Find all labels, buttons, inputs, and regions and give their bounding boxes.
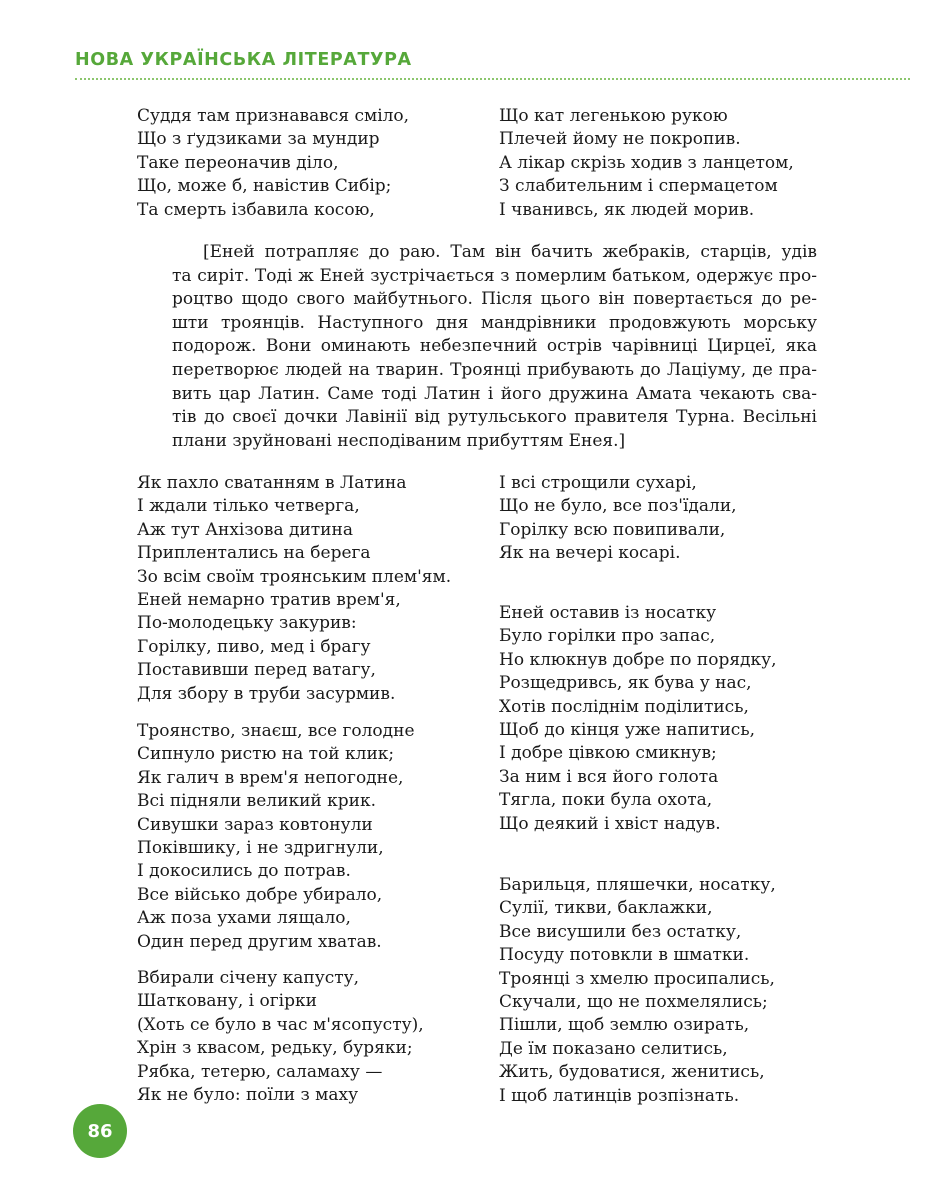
verse-line: Рябка, тетерю, саламаху — [137, 1061, 383, 1082]
verse-line: Все висушили без остатку, [499, 921, 742, 942]
plot-summary [172, 241, 817, 453]
verse-line: Як пахло сватанням в Латина [137, 473, 407, 493]
verse-line: Еней немарно тратив врем'я, [137, 589, 401, 610]
verse-line: Тягла, поки була охота, [499, 790, 713, 811]
verse-line: Троянці з хмелю просипались, [499, 968, 775, 989]
verse-line: Зо всім своїм троянським плем'ям. [137, 566, 452, 587]
verse-line: Шатковану, і огірки [137, 991, 317, 1012]
page-number-badge [73, 1104, 127, 1158]
verse-line: Аж тут Анхізова дитина [137, 519, 353, 540]
summary-line: шти троянців. Наступного дня мандрівники продовжують морську [172, 312, 817, 333]
verse-line: Було горілки про запас, [499, 626, 716, 647]
summary-line: тів до своєї дочки Лавінії від рутульського правителя Турна. Весільні [172, 407, 817, 428]
page-number: 86 [87, 1120, 113, 1142]
verse-line: Суддя там признавався сміло, [137, 106, 410, 126]
verse-line: Та смерть ізбавила косою, [137, 199, 375, 220]
verse-line: Плечей йому не покропив. [499, 129, 741, 150]
verse-line: Горілку всю повипивали, [499, 519, 726, 540]
header-divider [75, 78, 910, 80]
verse-line: Що, може б, навістив Сибір; [137, 176, 392, 197]
right-stanza-2 [499, 602, 777, 836]
verse-line: Всі підняли великий крик. [137, 791, 376, 812]
verse-line: Поківшику, і не здригнули, [137, 837, 384, 858]
verse-line: Все військо добре убирало, [137, 884, 383, 905]
verse-line: І всі строщили сухарі, [499, 473, 697, 493]
verse-line: З слабительним і спермацетом [499, 176, 778, 197]
verse-line: Що не було, все поз'їдали, [499, 496, 737, 517]
verse-line: Аж поза ухами лящало, [137, 908, 351, 929]
verse-line: Для збору в труби засурмив. [137, 683, 396, 704]
verse-line: Один перед другим хватав. [137, 931, 382, 952]
verse-line: Сулії, тикви, баклажки, [499, 898, 713, 919]
summary-line: [Еней потрапляє до раю. Там він бачить жебраків, старців, удів [203, 242, 817, 262]
summary-line: перетворює людей на тварин. Троянці прибувають до Лаціуму, де пра- [172, 359, 817, 380]
verse-line: Барильця, пляшечки, носатку, [499, 875, 776, 895]
verse-line: Еней оставив із носатку [499, 603, 717, 623]
verse-line: Щоб до кінця уже напитись, [499, 719, 755, 740]
left-stanza-1 [137, 472, 451, 706]
verse-line: Но клюкнув добре по порядку, [499, 649, 777, 670]
verse-line: По-молодецьку закурив: [137, 613, 357, 634]
verse-line: Вбирали січену капусту, [137, 968, 360, 988]
verse-line: Сипнуло ристю на той клик; [137, 744, 395, 765]
section-title: НОВА УКРАЇНСЬКА ЛІТЕРАТУРА [75, 50, 412, 70]
verse-line: За ним і вся його голота [499, 766, 719, 787]
verse-line: Троянство, знаєш, все голодне [137, 721, 415, 741]
summary-line: роцтво щодо свого майбутнього. Після цього він повертається до ре- [172, 289, 817, 310]
top-left-stanza [137, 105, 409, 222]
left-stanza-2 [137, 720, 415, 954]
verse-line: І щоб латинців розпізнать. [499, 1085, 740, 1106]
verse-line: Що з ґудзиками за мундир [137, 129, 380, 150]
verse-line: Як не було: поїли з маху [137, 1084, 359, 1105]
verse-line: Приплентались на берега [137, 543, 371, 564]
verse-line: Поставивши перед ватагу, [137, 660, 376, 681]
verse-line: А лікар скрізь ходив з ланцетом, [499, 152, 794, 173]
verse-line: І чванивсь, як людей морив. [499, 199, 755, 220]
verse-line: Горілку, пиво, мед і брагу [137, 636, 371, 657]
verse-line: Пішли, щоб землю озирать, [499, 1015, 750, 1036]
verse-line: Хрін з квасом, редьку, буряки; [137, 1038, 413, 1059]
verse-line: Сивушки зараз ковтонули [137, 814, 373, 835]
verse-line: Як на вечері косарі. [499, 543, 681, 564]
right-stanza-3 [499, 874, 776, 1108]
summary-line: та сиріт. Тоді ж Еней зустрічається з померлим батьком, одержує про- [172, 265, 817, 286]
verse-line: Жить, будоватися, женитись, [499, 1062, 765, 1083]
verse-line: Хотів посліднім поділитись, [499, 696, 749, 717]
verse-line: І добре цівкою смикнув; [499, 743, 717, 764]
summary-line: плани зруйновані несподіваним прибуттям Енея.] [172, 430, 626, 451]
verse-line: Що деякий і хвіст надув. [499, 813, 721, 834]
verse-line: Таке переоначив діло, [137, 152, 339, 173]
summary-line: подорож. Вони оминають небезпечний острів чарівниці Цирцеї, яка [172, 336, 817, 357]
top-right-stanza [499, 105, 794, 222]
verse-line: І ждали тілько четверга, [137, 496, 360, 517]
verse-line: Де їм показано селитись, [499, 1038, 728, 1059]
verse-line: Посуду потовкли в шматки. [499, 945, 750, 966]
verse-line: (Хоть се було в час м'ясопусту), [137, 1014, 424, 1035]
right-stanza-1 [499, 472, 737, 566]
verse-line: І докосились до потрав. [137, 861, 351, 882]
verse-line: Скучали, що не похмелялись; [499, 991, 768, 1012]
left-stanza-3 [137, 967, 424, 1107]
verse-line: Як галич в врем'я непогодне, [137, 767, 404, 788]
summary-line: вить цар Латин. Саме тоді Латин і його дружина Амата чекають сва- [172, 383, 817, 404]
verse-line: Розщедривсь, як бува у нас, [499, 673, 752, 694]
verse-line: Що кат легенькою рукою [499, 106, 728, 126]
